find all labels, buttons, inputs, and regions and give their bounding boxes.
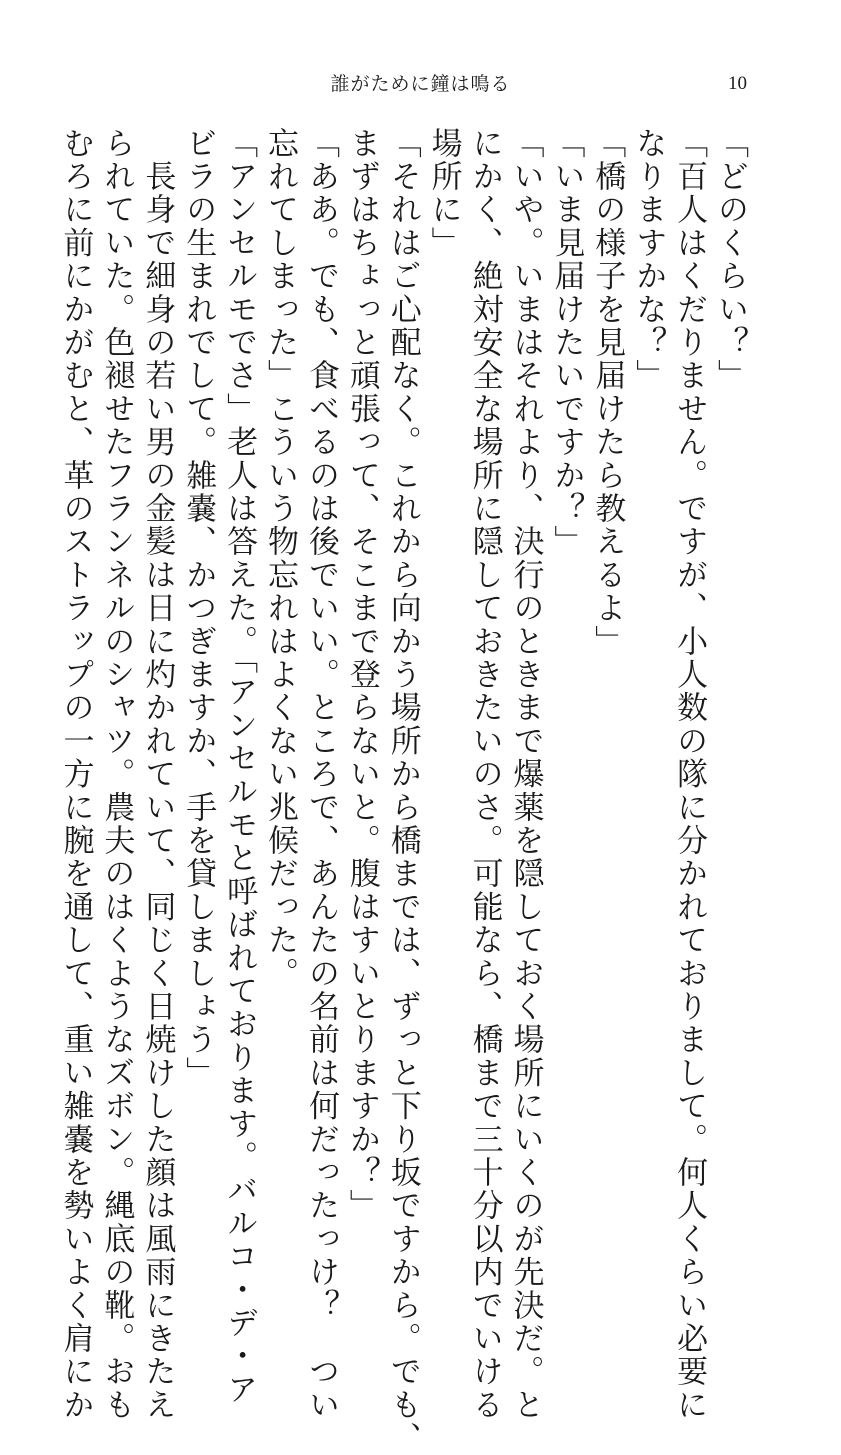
text-line: なりますかな？」 bbox=[630, 127, 667, 393]
text-line: 「ああ。でも、食べるのは後でいい。ところで、あんたの名前は何だったっけ？ つい bbox=[302, 127, 339, 1422]
text-line: ビラの生まれでして。雑嚢、かつぎますか、手を貸しましょう」 bbox=[180, 127, 217, 1090]
text-line: 「アンセルモでさ」老人は答えた。「アンセルモと呼ばれております。バルコ・デ・ア bbox=[221, 127, 258, 1407]
running-header-title: 誰がために鐘は鳴る bbox=[330, 73, 511, 95]
text-line: られていた。色褪せたフランネルのシャツ。農夫のはくようなズボン。縄底の靴。おも bbox=[98, 127, 135, 1422]
text-line: 長身で細身の若い男の金髪は日に灼かれていて、同じく日焼けした顔は風雨にきたえ bbox=[139, 127, 176, 1422]
text-line: 「それはご心配なく。これから向かう場所から橋までは、ずっと下り坂ですから。でも、 bbox=[384, 127, 421, 1455]
text-line: 「百人はくだりません。ですが、小人数の隊に分かれておりまして。何人くらい必要に bbox=[671, 127, 708, 1422]
text-line: 「いや。いまはそれより、決行のときまで爆薬を隠しておく場所にいくのが先決だ。と bbox=[507, 127, 544, 1422]
page-number: 10 bbox=[728, 73, 747, 94]
text-line: まずはちょっと頑張って、そこまで登らないと。腹はすいとりますか？」 bbox=[343, 127, 380, 1223]
text-line: にかく、絶対安全な場所に隠しておきたいのさ。可能なら、橋まで三十分以内でいける bbox=[466, 127, 503, 1422]
text-line: 忘れてしまった」こういう物忘れはよくない兆候だった。 bbox=[262, 127, 299, 991]
text-line: 「橋の様子を見届けたら教えるよ」 bbox=[589, 127, 626, 659]
text-line: 場所に」 bbox=[425, 127, 462, 260]
text-line: 「どのくらい？」 bbox=[712, 127, 748, 393]
text-line: むろに前にかがむと、革のストラップの一方に腕を通して、重い雑嚢を勢いよく肩にか bbox=[57, 127, 94, 1422]
text-line: 「いま見届けたいですか？」 bbox=[548, 127, 585, 559]
vertical-body-text bbox=[57, 127, 750, 1455]
